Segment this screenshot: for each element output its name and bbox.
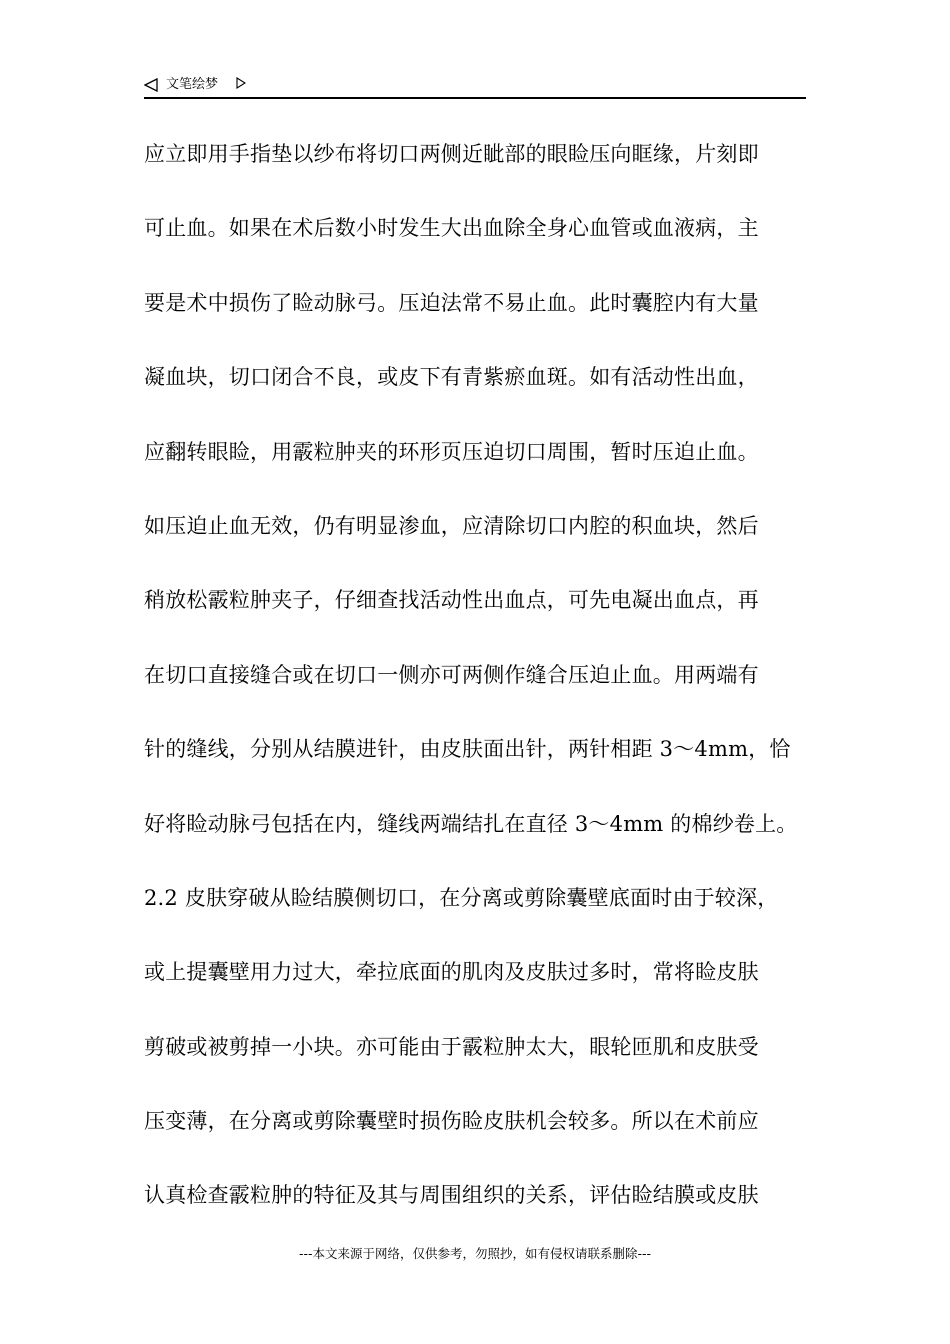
header-divider xyxy=(144,97,806,99)
text-line: 应翻转眼睑，用霰粒肿夹的环形页压迫切口周围，暂时压迫止血。 xyxy=(144,439,759,464)
text-line: 如压迫止血无效，仍有明显渗血，应清除切口内腔的积血块，然后 xyxy=(144,513,759,538)
text-line: 好将睑动脉弓包括在内，缝线两端结扎在直径 3～4mm 的棉纱卷上。 xyxy=(144,811,798,836)
text-line: 在切口直接缝合或在切口一侧亦可两侧作缝合压迫止血。用两端有 xyxy=(144,662,759,687)
triangle-right-outline-icon xyxy=(236,77,246,89)
text-line: 2.2 皮肤穿破从睑结膜侧切口，在分离或剪除囊壁底面时由于较深， xyxy=(144,885,779,910)
footer-disclaimer: ---本文来源于网络，仅供参考，勿照抄，如有侵权请联系删除--- xyxy=(298,1246,652,1261)
text-line: 要是术中损伤了睑动脉弓。压迫法常不易止血。此时囊腔内有大量 xyxy=(144,290,759,315)
text-line: 或上提囊壁用力过大，牵拉底面的肌肉及皮肤过多时，常将睑皮肤 xyxy=(144,960,759,985)
text-line: 凝血块，切口闭合不良，或皮下有青紫瘀血斑。如有活动性出血， xyxy=(144,365,759,390)
text-line: 针的缝线，分别从结膜进针，由皮肤面出针，两针相距 3～4mm，恰 xyxy=(144,737,791,762)
header-brand: 文笔绘梦 xyxy=(166,77,219,92)
text-line: 认真检查霰粒肿的特征及其与周围组织的关系，评估睑结膜或皮肤 xyxy=(144,1183,759,1208)
text-line: 稍放松霰粒肿夹子，仔细查找活动性出血点，可先电凝出血点，再 xyxy=(144,588,759,613)
text-line: 可止血。如果在术后数小时发生大出血除全身心血管或血液病，主 xyxy=(144,216,759,241)
text-line: 应立即用手指垫以纱布将切口两侧近眦部的眼睑压向眶缘，片刻即 xyxy=(144,142,759,166)
document-body xyxy=(144,134,824,1250)
text-line: 剪破或被剪掉一小块。亦可能由于霰粒肿太大，眼轮匝肌和皮肤受 xyxy=(144,1034,759,1059)
page-header xyxy=(144,72,806,98)
text-line: 压变薄，在分离或剪除囊壁时损伤睑皮肤机会较多。所以在术前应 xyxy=(144,1109,759,1134)
triangle-left-outline-icon xyxy=(144,78,158,92)
